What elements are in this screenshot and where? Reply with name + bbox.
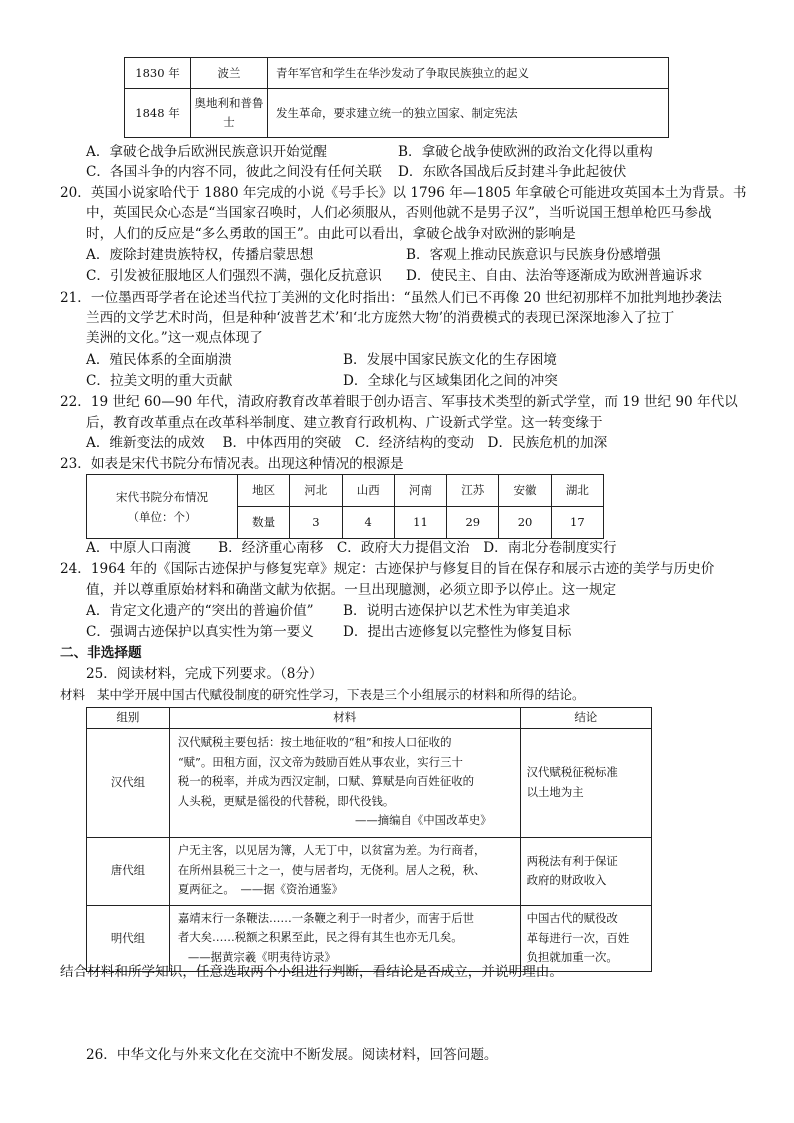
material-line: 人头税，更赋是徭役的代替税，即代役钱。 [177, 793, 395, 808]
q20-stem-line-3: 时，人们的反应是“多么勇敢的国王”。由此可以看出，拿破仑战争对欧洲的影响是 [86, 226, 576, 242]
q25-material-intro [60, 685, 584, 706]
q24-option-a: A．肯定文化遗产的“突出的普遍价值” [86, 603, 314, 619]
conclusion-line: 负担就加重一次。 [526, 950, 618, 964]
table-unit: （单位：个） [127, 509, 197, 524]
material-line: 汉代赋税主要包括：按土地征收的“租”和按人口征收的 [177, 735, 452, 750]
conclusion-line: 政府的财政收入 [526, 873, 607, 887]
q20-stem-line-2: 中，英国民众心态是“当国家召唤时，人们必须服从，否则他就不是男子汉”，当听说国王想单枪匹马参战 [86, 205, 712, 221]
q20-stem-line-1: 20．英国小说家哈代于 1880 年完成的小说《号手长》以 1796 年—1805 年拿破仑可能进攻英国本土为背景。书 [60, 185, 747, 201]
region-cell: 河南 [394, 475, 446, 507]
q20-option-c: C．引发被征服地区人们强烈不满，强化反抗意识 [86, 268, 382, 284]
header-label-cell: 地区 [238, 475, 290, 507]
material-line: “赋”。田租方面，汉文帝为鼓励百姓从事农业，实行三十 [177, 754, 463, 769]
region-cell: 安徽 [499, 475, 551, 507]
table-tax-materials [86, 707, 652, 972]
material-source: ——据黄宗羲《明夷待访录》 [187, 949, 336, 964]
q23-options: A．中原人口南渡 B．经济重心南移 C．政府大力提倡文治 D．南北分卷制度实行 [86, 540, 617, 556]
material-line: 者大矣……税额之积累至此，民之得有其生也亦无几矣。 [177, 930, 463, 944]
place-cell: 波兰 [191, 58, 268, 89]
q22-options: A．维新变法的成效 B．中体西用的突破 C．经济结构的变动 D．民族危机的加深 [86, 435, 608, 451]
event-cell: 发生革命，要求建立统一的独立国家、制定宪法 [268, 89, 669, 138]
place-cell: 奥地利和普鲁士 [191, 89, 268, 138]
header-group: 组别 [87, 708, 170, 729]
material-line: 嘉靖末行一条鞭法……一条鞭之利于一时者少，而害于后世 [177, 910, 474, 925]
q24-option-b: B．说明古迹保护以艺术性为审美追求 [343, 603, 571, 619]
q24-stem-line-1: 24．1964 年的《国际古迹保护与修复宪章》规定：古迹保护与修复目的旨在保存和展示古迹的美学与历史价 [60, 561, 715, 577]
table-row [125, 89, 669, 138]
table-row [87, 475, 604, 507]
table-song-academies [86, 474, 604, 539]
region-cell: 河北 [290, 475, 342, 507]
table-row [87, 837, 652, 905]
material-line: 在所州县税三十之一，使与居者均，无侥利。居人之税，秋、 [177, 862, 486, 877]
table-row [125, 58, 669, 89]
q21-option-a: A．殖民体系的全面崩溃 [86, 352, 232, 368]
conclusion-line: 革每进行一次，百姓 [526, 930, 630, 945]
region-cell: 江苏 [447, 475, 499, 507]
q22-stem-line-1: 22．19 世纪 60—90 年代，清政府教育改革着眼于创办语言、军事技术类型的新式学堂，而 19 世纪 90 年代以 [60, 394, 738, 410]
conclusion-line: 汉代赋税征税标准 [526, 765, 618, 779]
material-cell [169, 728, 520, 837]
q24-stem-line-2: 值，并以尊重原始材料和确凿文献为依据。一旦出现臆测，必须立即予以停止。这一规定 [86, 582, 617, 598]
q22-stem-line-2: 后，教育改革重点在改革科举制度、建立教育行政机构、广设新式学堂。这一转变缘于 [86, 415, 603, 431]
section-heading: 二、非选择题 [60, 645, 142, 661]
q21-option-d: D．全球化与区域集团化之间的冲突 [343, 373, 558, 389]
table-title-cell [87, 475, 238, 539]
count-cell: 17 [551, 507, 603, 539]
material-line: 户无主客，以见居为簿，人无丁中，以贫富为差。为行商者， [177, 843, 486, 858]
table-title: 宋代书院分布情况 [116, 489, 208, 504]
material-label: 材料 [60, 687, 86, 702]
q24-option-c: C．强调古迹保护以真实性为第一要义 [86, 624, 314, 640]
conclusion-cell [520, 728, 651, 837]
q19-option-d: D．东欧各国战后反封建斗争此起彼伏 [398, 164, 627, 180]
count-cell: 29 [447, 507, 499, 539]
q19-option-a: A．拿破仑战争后欧洲民族意识开始觉醒 [86, 144, 327, 160]
year-cell: 1830 年 [125, 58, 191, 89]
q21-stem-line-1: 21．一位墨西哥学者在论述当代拉丁美洲的文化时指出：“虽然人们已不再像 20 世纪初那样不加批判地抄袭法 [60, 290, 722, 306]
material-cell [169, 837, 520, 905]
conclusion-line: 中国古代的赋役改 [526, 911, 618, 925]
region-cell: 湖北 [551, 475, 603, 507]
value-label-cell: 数量 [238, 507, 290, 539]
q25-stem: 25．阅读材料，完成下列要求。（8分） [86, 666, 323, 682]
table-revolutions [124, 57, 669, 138]
year-cell: 1848 年 [125, 89, 191, 138]
material-line: 税一的税率，并成为西汉定制，口赋、算赋是向百姓征收的 [177, 774, 474, 789]
group-cell: 汉代组 [87, 728, 170, 837]
count-cell: 20 [499, 507, 551, 539]
count-cell: 4 [342, 507, 394, 539]
region-cell: 山西 [342, 475, 394, 507]
conclusion-line: 两税法有利于保证 [526, 853, 618, 868]
q25-task: 结合材料和所学知识，任意选取两个小组进行判断，看结论是否成立，并说明理由。 [60, 964, 563, 980]
material-intro-text: 某中学开展中国古代赋役制度的研究性学习，下表是三个小组展示的材料和所得的结论。 [96, 687, 585, 702]
q20-option-d: D．使民主、自由、法治等逐渐成为欧洲普遍诉求 [406, 268, 703, 284]
table-row [87, 728, 652, 837]
table-header-row [87, 708, 652, 729]
q21-stem-line-3: 美洲的文化。”这一观点体现了 [86, 330, 263, 346]
q20-option-b: B．客观上推动民族意识与民族身份感增强 [406, 247, 661, 263]
q24-option-d: D．提出古迹修复以完整性为修复目标 [343, 624, 572, 640]
conclusion-line: 以土地为主 [526, 784, 584, 799]
count-cell: 11 [394, 507, 446, 539]
header-material: 材料 [169, 708, 520, 729]
event-cell: 青年军官和学生在华沙发动了争取民族独立的起义 [268, 58, 669, 89]
q21-option-c: C．拉美文明的重大贡献 [86, 373, 233, 389]
header-conclusion: 结论 [520, 708, 651, 729]
q19-option-c: C．各国斗争的内容不同，彼此之间没有任何关联 [86, 164, 382, 180]
count-cell: 3 [290, 507, 342, 539]
q20-option-a: A．废除封建贵族特权，传播启蒙思想 [86, 247, 314, 263]
q21-stem-line-2: 兰西的文学艺术时尚，但是种种‘波普艺术’和‘北方庞然大物’的消费模式的表现已深深地渗入了拉丁 [86, 310, 675, 326]
q19-option-b: B．拿破仑战争使欧洲的政治文化得以重构 [398, 144, 653, 160]
group-cell: 唐代组 [87, 837, 170, 905]
material-source: ——摘编自《中国改革史》 [354, 813, 492, 828]
material-line: 夏两征之。 ——据《资治通鉴》 [177, 882, 343, 897]
group-cell: 明代组 [87, 905, 170, 972]
q26-stem: 26．中华文化与外来文化在交流中不断发展。阅读材料，回答问题。 [86, 1047, 498, 1063]
q21-option-b: B．发展中国家民族文化的生存困境 [343, 352, 557, 368]
q23-stem: 23．如表是宋代书院分布情况表。出现这种情况的根源是 [60, 456, 404, 472]
conclusion-cell [520, 837, 651, 905]
